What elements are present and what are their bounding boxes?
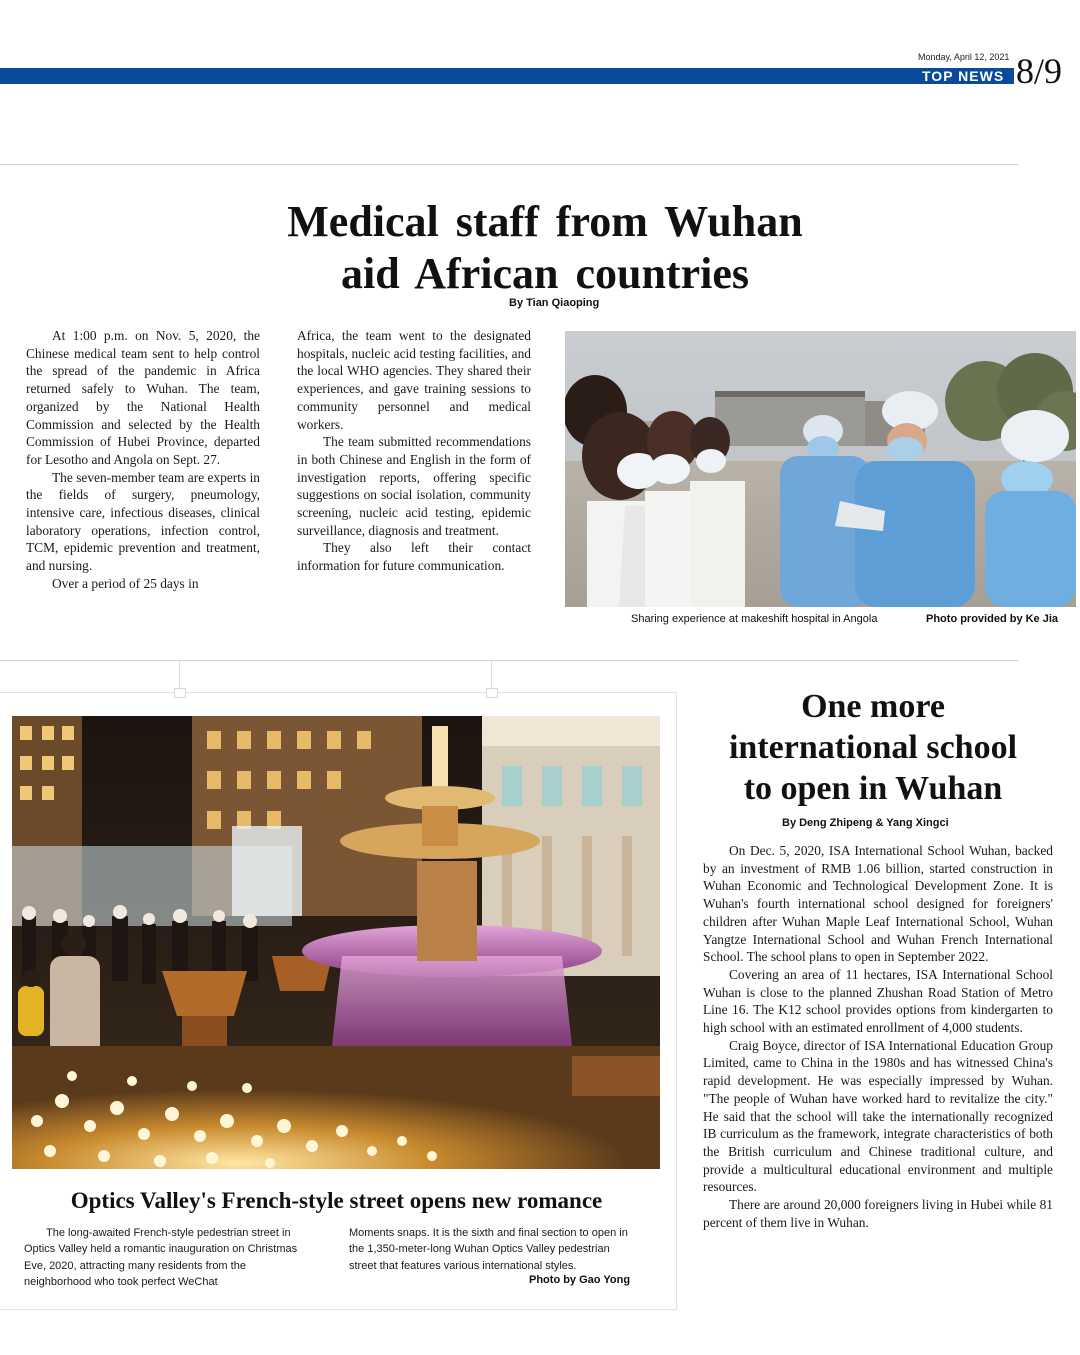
section-label: TOP NEWS: [920, 68, 1014, 84]
story2-headline: Optics Valley's French-style street opens new romance: [70, 1188, 603, 1213]
page-numbers: 8/9: [1016, 51, 1063, 91]
story2-col1-paragraph: The long-awaited French-style pedestrian street in Optics Valley held a romantic inauguration on Christmas Eve, 2020, attracting many residents from the neighborhood who took perfect WeChat: [24, 1227, 298, 1288]
story1-col2-paragraph: They also left their contact information for future communication.: [297, 540, 531, 574]
masthead-bar: [0, 68, 1012, 84]
story3-paragraph: Craig Boyce, director of ISA International Education Group Limited, came to China in the 1980s and has witnessed China's rapid development. He was especially impressed by Wuhan. "The people of Wuhan have worked hard to revitalize the city." He said that the school will take the internationally recognized IB curriculum as the framework, integrate characteristics of both the British curriculum and Chinese traditional culture, and provide a multicultural educational environment and multiple resources.: [703, 1037, 1053, 1195]
story1-headline-line2: aid African countries: [341, 249, 749, 298]
story1-headline-line1: Medical staff from Wuhan: [287, 197, 803, 246]
story3-column: [703, 842, 1053, 1231]
story3-paragraph: There are around 20,000 foreigners living in Hubei while 81 percent of them live in Wuhan.: [703, 1197, 1053, 1230]
story3-headline-line1: One more: [801, 688, 945, 725]
story1-col2-paragraph: Africa, the team went to the designated hospitals, nucleic acid testing facilities, and the local WHO agencies. They shared their experiences, and gave training sessions to community personnel and medical workers.: [297, 328, 531, 432]
story1-col2-paragraph: The team submitted recommendations in both Chinese and English in the form of investigation reports, offering specific suggestions on social isolation, community screening, nucleic acid testing, epidemic surveillance, diagnosis and treatment.: [297, 434, 531, 538]
story1-column-2: [297, 327, 531, 575]
top-divider: [0, 164, 1018, 165]
story1-column-1: [26, 327, 260, 593]
fountain-street-photo: [12, 716, 660, 1169]
frame-corner: [486, 688, 498, 698]
medical-team-photo: [565, 331, 1076, 607]
story3-headline-line3: to open in Wuhan: [743, 770, 1003, 807]
fountain-photo-credit: Photo by Gao Yong: [529, 1274, 631, 1286]
story2-column-1: [24, 1225, 312, 1290]
story1-byline: By Tian Qiaoping: [509, 297, 600, 309]
story2-column-2: [349, 1225, 637, 1274]
story3-paragraph: On Dec. 5, 2020, ISA International School Wuhan, backed by an investment of RMB 1.06 billion, started construction in Wuhan Economic and Technological Development Zone. It is Wuhan's fourth international school designed for foreigners' children after Wuhan Maple Leaf International School, Wuhan Yangtze International School and Wuhan French International School. The school plans to open in September 2022.: [703, 843, 1053, 965]
story3-byline: By Deng Zhipeng & Yang Xingci: [782, 817, 949, 829]
story3-headline-line2: international school: [728, 729, 1018, 766]
story3-headline: [700, 686, 1046, 809]
middle-divider: [0, 660, 1018, 661]
story1-headline: [220, 196, 870, 300]
story2-col2-paragraph: Moments snaps. It is the sixth and final section to open in the 1,350-meter-long Wuhan Optics Valley pedestrian street that features various international styles.: [349, 1227, 628, 1272]
story1-col1-paragraph: Over a period of 25 days in: [52, 575, 199, 591]
story1-col1-paragraph: The seven-member team are experts in the fields of surgery, pneumology, intensive care, infectious diseases, clinical laboratory operations, infection control, TCM, epidemic prevention and treatment, and nursing.: [26, 469, 260, 574]
medical-photo-caption: Sharing experience at makeshift hospital in Angola: [631, 613, 878, 625]
story3-paragraph: Covering an area of 11 hectares, ISA International School Wuhan is close to the planned Zhushan Road Station of Metro Line 16. The K12 school provides options from kindergarten to high school with an estimated enrollment of 4,000 students.: [703, 966, 1053, 1036]
issue-date: Monday, April 12, 2021: [918, 52, 1010, 62]
story1-col1-paragraph: At 1:00 p.m. on Nov. 5, 2020, the Chinese medical team sent to help control the spread of the pandemic in Africa returned safely to Wuhan. The team, organized by the National Health Commission and selected by the Health Commission of Hubei Province, departed for Lesotho and Angola on Sept. 27.: [26, 328, 260, 467]
medical-photo-credit: Photo provided by Ke Jia: [926, 613, 1059, 625]
frame-corner: [174, 688, 186, 698]
